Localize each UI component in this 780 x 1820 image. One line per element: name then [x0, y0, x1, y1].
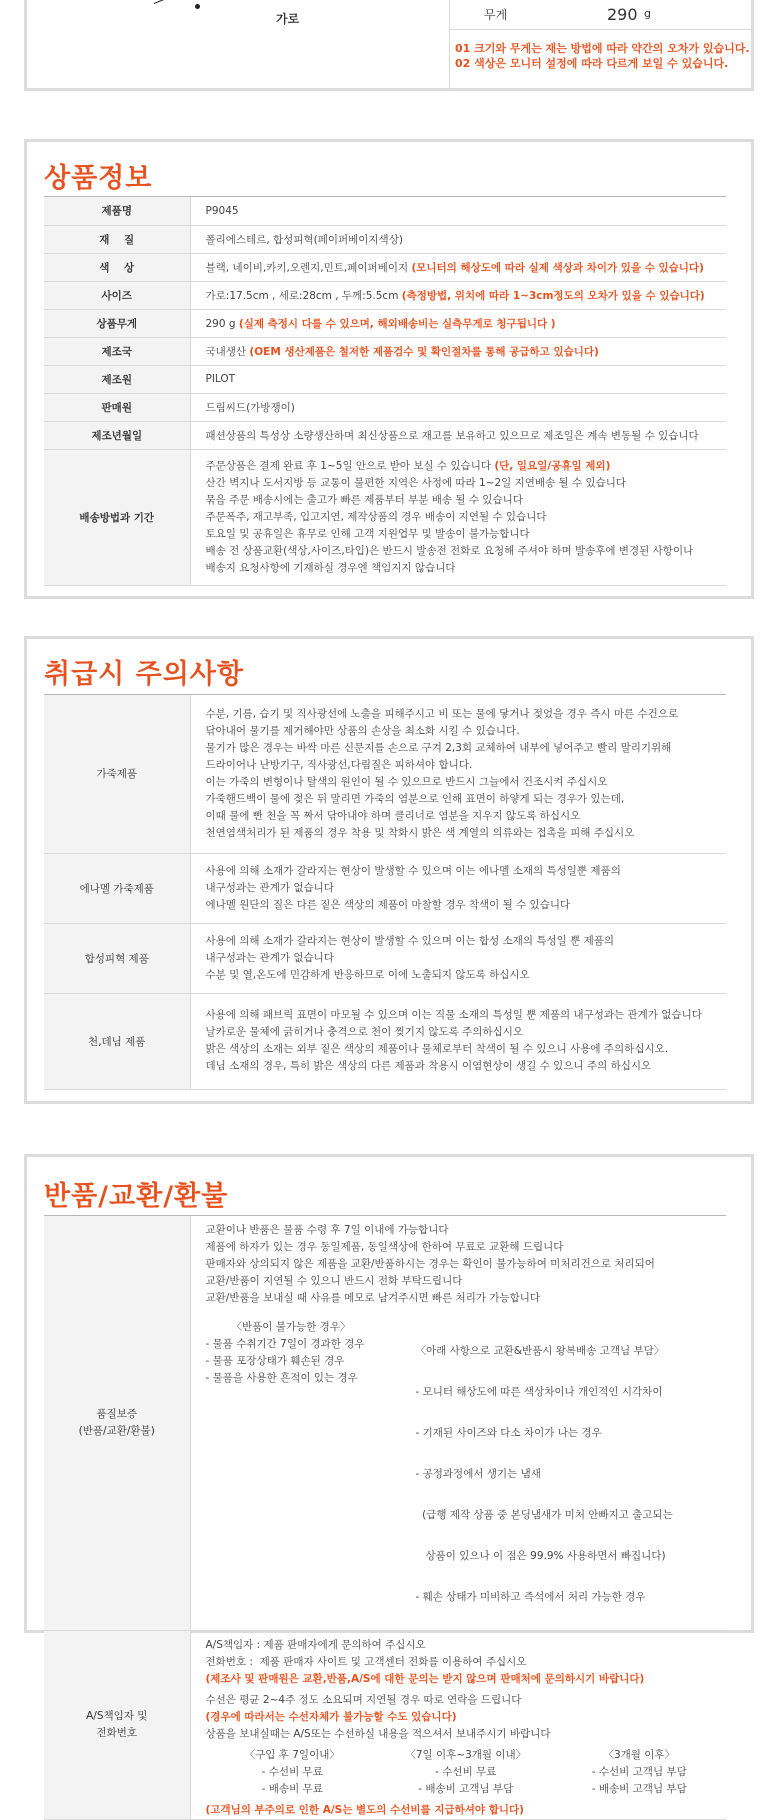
product-info-table [44, 197, 726, 586]
row-value [190, 309, 726, 337]
row-value [190, 1631, 726, 1820]
text-line: 에나멜 원단의 질은 다른 짙은 색상의 제품이 마찰할 경우 착색이 될 수 있습니다 [205, 898, 571, 911]
row-value [190, 449, 726, 585]
text-line: 이때 물에 빤 천을 꼭 짜서 닦아내야 하며 클리너로 염분을 지우지 않도록 하십시오 [205, 809, 581, 822]
table-row [44, 1631, 726, 1820]
column-heading: 〈구입 후 7일이내〉 [244, 1749, 340, 1761]
value-text: 블랙, 네이비,카키,오렌지,민트,페이퍼베이지 [205, 261, 409, 274]
list-heading: 〈아래 사항으로 교환&반품시 왕복배송 고객님 부담〉 [415, 1345, 665, 1357]
text-line: 수분 및 열,온도에 민감하게 반응하므로 이에 노출되지 않도록 하십시오 [205, 968, 530, 981]
text-note: (경우에 따라서는 수선자체가 불가능할 수도 있습니다) [205, 1711, 457, 1723]
conditions-columns [206, 1319, 727, 1630]
width-label: 가로 [276, 12, 300, 26]
table-row [44, 393, 726, 421]
list-item: - 기재된 사이즈와 다소 차이가 나는 경우 [415, 1427, 602, 1439]
table-row [44, 695, 726, 853]
row-key [44, 1631, 190, 1820]
text-line [206, 458, 727, 475]
row-value [190, 365, 726, 393]
row-value [190, 337, 726, 365]
row-key: 사이즈 [44, 281, 190, 309]
text-line: 닦아내어 물기를 제거해야만 상품의 손상을 최소화 시킬 수 있습니다. [205, 724, 520, 737]
row-key: 제조국 [44, 337, 190, 365]
divider [449, 0, 450, 91]
text-line: 제품에 하자가 있는 경우 동일제품, 동일색상에 한하여 무료로 교환해 드립니다 [205, 1241, 564, 1253]
table-row [44, 365, 726, 393]
divider [449, 29, 751, 30]
key-line: 전화번호 [96, 1727, 138, 1739]
list-item: - 훼손 상태가 미비하고 즉석에서 처리 가능한 경우 [415, 1591, 646, 1603]
row-value [190, 197, 726, 225]
table-row [44, 1216, 726, 1631]
row-key: 합성피혁 제품 [44, 923, 190, 993]
care-table [44, 695, 726, 1090]
text-line: A/S책임자 : 제품 판매자에게 문의하여 주십시오 [205, 1639, 426, 1651]
table-row [44, 337, 726, 365]
row-value [190, 993, 726, 1089]
customer-paid-list [416, 1319, 716, 1630]
value-text: 폴리에스테르, 합성피혁(페이퍼베이지색상) [205, 233, 403, 246]
text-line: 물기가 많은 경우는 바싹 마른 신문지를 손으로 구겨 2,3회 교체하여 내부에 넣어주고 빨리 말리기위해 [205, 741, 672, 754]
text-line: 내구성과는 관계가 없습니다 [205, 951, 334, 964]
row-value [190, 923, 726, 993]
column-item: - 배송비 고객님 부담 [591, 1783, 687, 1795]
text-line: 판매자와 상의되지 않은 제품을 교환/반품하시는 경우는 확인이 불가능하여 미처리건으로 처리되어 [205, 1258, 655, 1270]
row-key: 천,데님 제품 [44, 993, 190, 1089]
text-line: 전화번호 : 제품 판매자 사이트 및 고객센터 전화를 이용하여 주십시오 [205, 1656, 527, 1668]
text-line: 교환/반품을 보내실 때 사유를 메모로 남겨주시면 빠른 처리가 가능합니다 [205, 1292, 541, 1304]
column-item: - 배송비 무료 [261, 1783, 323, 1795]
value-text: P9045 [205, 204, 239, 217]
row-key: 색 상 [44, 253, 190, 281]
list-item: 상품이 있으나 이 점은 99.9% 사용하면서 빠집니다) [415, 1550, 666, 1562]
row-key: 제조원 [44, 365, 190, 393]
text-line: 배송지 요청사항에 기재하실 경우엔 책임지지 않습니다 [205, 561, 456, 574]
row-key: 재 질 [44, 225, 190, 253]
text-line: 배송 전 상품교환(색상,사이즈,타입)은 반드시 발송전 전화로 요청해 주셔야 하며 발송후에 변경된 사항이나 [205, 544, 694, 557]
row-value [190, 281, 726, 309]
text-line: 날카로운 물체에 긁히거나 충격으로 천이 찢기지 않도록 주의하십시오 [205, 1026, 524, 1038]
text-line: 데님 소재의 경우, 특히 밝은 색상의 다른 제품과 착용시 이염현상이 생길 수 있으니 주의 하십시오 [205, 1060, 652, 1072]
row-value [190, 1216, 726, 1631]
table-row [44, 309, 726, 337]
value-note: (측정방법, 위치에 따라 1~3cm정도의 오차가 있을 수 있습니다) [401, 289, 705, 302]
value-text: 패션상품의 특성상 소량생산하며 최신상품으로 재고를 보유하고 있으므로 제조일은 계속 변동될 수 있습니다 [205, 429, 699, 442]
text-line: 이는 가죽의 변형이나 탈색의 원인이 될 수 있으므로 반드시 그늘에서 건조시켜 주십시오 [205, 775, 608, 788]
text-line: 밝은 색상의 소재는 외부 짙은 색상의 제품이나 물체로부터 착색이 될 수 있으니 사용에 주의하십시오. [205, 1043, 669, 1055]
row-key: 가죽제품 [44, 695, 190, 853]
text-line: 상품을 보내실때는 A/S또는 수선하실 내용을 적으셔서 보내주시기 바랍니다 [205, 1728, 551, 1740]
row-key: 에나멜 가죽제품 [44, 853, 190, 923]
text-line: 수분, 기름, 습기 및 직사광선에 노출을 피해주시고 비 또는 물에 닿거나 젖었을 경우 즉시 마른 수건으로 [205, 707, 679, 720]
dimension-dot [195, 4, 200, 9]
table-row [44, 281, 726, 309]
text-line: 드라이어나 난방기구, 직사광선,다림질은 피하셔야 합니다. [205, 758, 473, 771]
text-line: 교환이나 반품은 물품 수령 후 7일 이내에 가능합니다 [205, 1224, 449, 1236]
column-heading: 〈3개월 이후〉 [603, 1749, 676, 1761]
dimension-line [154, 0, 229, 4]
row-value [190, 253, 726, 281]
column-heading: 〈7일 이후~3개월 이내〉 [405, 1749, 527, 1761]
row-key [44, 1216, 190, 1631]
weight-value: 290 [607, 5, 638, 24]
text-line: 수선은 평균 2~4주 정도 소요되며 지연될 경우 따로 연락을 드립니다 [205, 1694, 522, 1706]
list-item: (급행 제작 상품 중 본딩냄새가 미처 안빠지고 출고되는 [415, 1509, 673, 1521]
list-item: - 물품 포장상태가 훼손된 경우 [205, 1355, 345, 1367]
value-note: (모니터의 해상도에 따라 실제 색상과 차이가 있을 수 있습니다) [411, 261, 704, 274]
section-title: 반품/교환/환불 [44, 1181, 229, 1212]
table-row [44, 853, 726, 923]
column-item: - 배송비 고객님 부담 [418, 1783, 514, 1795]
table-row [44, 449, 726, 585]
value-note: (단, 일요일/공휴일 제외) [494, 459, 611, 472]
row-value [190, 225, 726, 253]
column-item: - 수선비 무료 [261, 1766, 323, 1778]
text-line: 가죽핸드백이 물에 젖은 뒤 말리면 가죽의 염분으로 인해 표면이 하얗게 되는 경우가 있는데, [205, 792, 625, 805]
list-heading: 〈반품이 불가능한 경우〉 [231, 1321, 351, 1333]
row-key: 제품명 [44, 197, 190, 225]
as-cost-column [553, 1747, 727, 1798]
returns-table [44, 1216, 726, 1820]
list-item: - 물품 수취기간 7일이 경과한 경우 [205, 1338, 365, 1350]
text-note: (제조사 및 판매원은 교환,반품,A/S에 대한 문의는 받지 않으며 판매처에 문의하시기 바랍니다) [205, 1673, 645, 1685]
key-line: 품질보증 [96, 1408, 138, 1420]
weight-label: 무게 [484, 8, 508, 22]
text-line: 사용에 의해 소재가 갈라지는 현상이 발생할 수 있으며 이는 합성 소재의 특성일 뿐 제품의 [205, 934, 615, 947]
text-line: 묶음 주문 배송시에는 출고가 빠른 제품부터 부분 배송 될 수 있습니다 [205, 493, 523, 506]
as-cost-column [206, 1747, 380, 1798]
measure-note: 01 크기와 무게는 재는 방법에 따라 약간의 오차가 있습니다. [455, 42, 750, 55]
list-item: - 모니터 해상도에 따른 색상차이나 개인적인 시각차이 [415, 1386, 663, 1398]
size-weight-panel [24, 0, 754, 91]
table-row [44, 923, 726, 993]
row-key: 배송방법과 기간 [44, 449, 190, 585]
row-key: 상품무게 [44, 309, 190, 337]
as-cost-columns [206, 1747, 727, 1798]
text-line: 산간 벽지나 도서지방 등 교통이 불편한 지역은 사정에 따라 1~2일 지연배송 될 수 있습니다 [205, 476, 627, 489]
table-row [44, 993, 726, 1089]
row-value [190, 421, 726, 449]
value-note: (OEM 생산제품은 철저한 제품검수 및 확인절차를 통해 공급하고 있습니다) [249, 345, 599, 358]
text-line: 주문폭주, 재고부족, 입고지연, 제작상품의 경우 배송이 지연될 수 있습니다 [205, 510, 547, 523]
value-text: PILOT [205, 373, 236, 385]
row-value [190, 853, 726, 923]
text-line: 천연염색처리가 된 제품의 경우 착용 및 착화시 밝은 색 계열의 의류와는 접촉을 피해 주십시오 [205, 826, 635, 839]
row-value [190, 393, 726, 421]
weight-unit: g [644, 7, 651, 20]
value-text: 드림씨드(가방쟁이) [205, 401, 295, 414]
text-note: (고객님의 부주의로 인한 A/S는 별도의 수선비를 지급하셔야 합니다) [205, 1804, 524, 1816]
value-text: 주문상품은 결제 완료 후 1~5일 안으로 받아 보실 수 있습니다 [205, 459, 491, 472]
non-returnable-list [206, 1319, 416, 1630]
table-row [44, 197, 726, 225]
column-item: - 수선비 고객님 부담 [591, 1766, 687, 1778]
value-text: 290 g [205, 317, 236, 330]
color-note: 02 색상은 모니터 설정에 따라 다르게 보일 수 있습니다. [455, 57, 729, 70]
text-line: 토요일 및 공휴일은 휴무로 인해 고객 지원업무 및 발송이 불가능합니다 [205, 527, 530, 540]
table-row [44, 225, 726, 253]
as-cost-column [379, 1747, 553, 1798]
row-value [190, 695, 726, 853]
section-title: 취급시 주의사항 [44, 659, 244, 690]
table-row [44, 421, 726, 449]
text-line: 교환/반품이 지연될 수 있으니 반드시 전화 부탁드립니다 [205, 1275, 463, 1287]
list-item: - 공정과정에서 생기는 냄새 [415, 1468, 541, 1480]
key-line: A/S책임자 및 [86, 1710, 148, 1722]
value-text: 국내생산 [205, 345, 247, 358]
column-item: - 수선비 무료 [435, 1766, 497, 1778]
table-row [44, 253, 726, 281]
section-title: 상품정보 [44, 163, 153, 194]
row-key: 제조년월일 [44, 421, 190, 449]
key-line: (반품/교환/환불) [78, 1425, 155, 1437]
text-line: 사용에 의해 패브릭 표면이 마모될 수 있으며 이는 직물 소재의 특성일 뿐 제품의 내구성과는 관계가 없습니다 [205, 1009, 702, 1021]
row-key: 판매원 [44, 393, 190, 421]
text-line: 사용에 의해 소재가 갈라지는 현상이 발생할 수 있으며 이는 에나멜 소재의 특성일뿐 제품의 [205, 864, 621, 877]
value-note: (실제 측정시 다를 수 있으며, 해외배송비는 실측무게로 청구됩니다 ) [238, 317, 556, 330]
list-item: - 물품을 사용한 흔적이 있는 경우 [205, 1372, 358, 1384]
text-line: 내구성과는 관계가 없습니다 [205, 881, 334, 894]
value-text: 가로:17.5cm , 세로:28cm , 두께:5.5cm [205, 289, 399, 302]
